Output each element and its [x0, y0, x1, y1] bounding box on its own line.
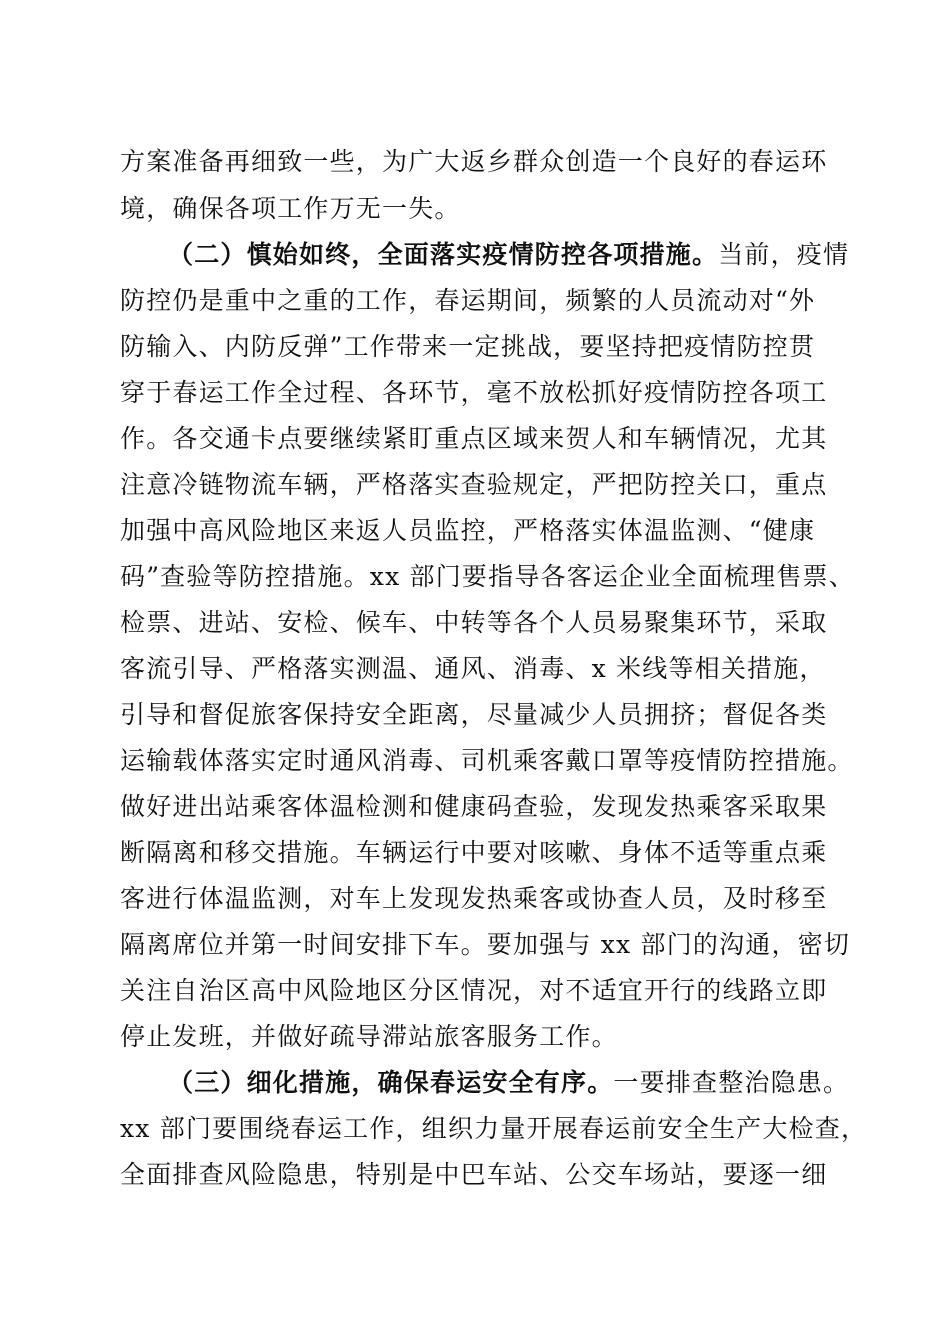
section-heading: （三）细化措施，确保春运安全有序。: [168, 1068, 614, 1097]
line-text: xx 部门要围绕春运工作，组织力量开展春运前安全生产大检查，: [120, 1114, 868, 1143]
line-text: 做好进出站乘客体温检测和健康码查验，发现发热乘客采取果: [120, 792, 828, 821]
text-line: [120, 285, 825, 317]
text-line: [120, 193, 825, 225]
text-line: [120, 1113, 868, 1145]
line-text: 穿于春运工作全过程、各环节，毫不放松抓好疫情防控各项工: [120, 378, 828, 407]
text-line: [120, 561, 855, 593]
line-text: 防控仍是重中之重的工作，春运期间，频繁的人员流动对“外: [120, 286, 816, 315]
line-text: 引导和督促旅客保持安全距离，尽量减少人员拥挤；督促各类: [120, 700, 828, 729]
text-line: [120, 929, 851, 961]
text-line: [120, 837, 828, 869]
line-text: 隔离席位并第一时间安排下车。要加强与 xx 部门的沟通，密切: [120, 930, 851, 959]
line-text: 关注自治区高中风险地区分区情况，对不适宜开行的线路立即: [120, 976, 828, 1005]
text-line: [120, 469, 828, 501]
line-text: 停止发班，并做好疏导滞站旅客服务工作。: [120, 1022, 618, 1051]
line-text: 码”查验等防控措施。xx 部门要指导各客运企业全面梳理售票、: [120, 562, 855, 591]
text-line: [120, 146, 828, 178]
text-line: [120, 791, 828, 823]
line-text: 境，确保各项工作万无一失。: [120, 194, 461, 223]
line-text: 方案准备再细致一些，为广大返乡群众创造一个良好的春运环: [120, 147, 828, 176]
line-text: 加强中高风险地区来返人员监控，严格落实体温监测、“健康: [120, 516, 816, 545]
text-line: [120, 699, 828, 731]
line-text: 注意冷链物流车辆，严格落实查验规定，严把防控关口，重点: [120, 470, 828, 499]
text-line: [120, 1021, 825, 1053]
text-line: [120, 653, 825, 685]
section-heading-line: [168, 1067, 850, 1099]
text-line: [120, 377, 828, 409]
line-text: 作。各交通卡点要继续紧盯重点区域来贺人和车辆情况，尤其: [120, 424, 828, 453]
text-line: [120, 745, 854, 777]
text-line: [120, 1159, 828, 1191]
line-text: 当前，疫情: [718, 240, 850, 269]
text-line: [120, 331, 825, 363]
text-line: [120, 607, 828, 639]
line-text: 检票、进站、安检、候车、中转等各个人员易聚集环节，采取: [120, 608, 828, 637]
line-text: 客流引导、严格落实测温、通风、消毒、x 米线等相关措施，: [120, 654, 826, 683]
section-heading-line: [168, 239, 850, 271]
line-text: 客进行体温监测，对车上发现发热乘客或协查人员，及时移至: [120, 884, 828, 913]
line-text: 断隔离和移交措施。车辆运行中要对咳嗽、身体不适等重点乘: [120, 838, 828, 867]
line-text: 运输载体落实定时通风消毒、司机乘客戴口罩等疫情防控措施。: [120, 746, 854, 775]
text-line: [120, 423, 828, 455]
text-line: [120, 515, 825, 547]
text-line: [120, 975, 828, 1007]
line-text: 一要排查整治隐患。: [613, 1068, 850, 1097]
section-heading: （二）慎始如终，全面落实疫情防控各项措施。: [168, 240, 719, 269]
line-text: 全面排查风险隐患，特别是中巴车站、公交车场站，要逐一细: [120, 1160, 828, 1189]
line-text: 防输入、内防反弹”工作带来一定挑战，要坚持把疫情防控贯: [120, 332, 816, 361]
text-line: [120, 883, 828, 915]
